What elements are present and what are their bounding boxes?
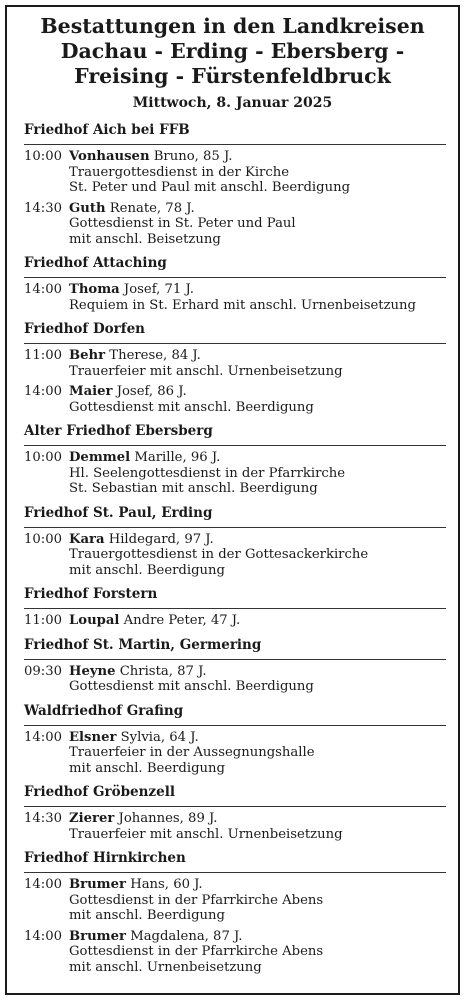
cemetery-section — [24, 505, 446, 579]
burial-entry — [24, 877, 446, 924]
title-line: Dachau - Erding - Ebersberg - — [60, 39, 405, 63]
entry-first-line — [24, 929, 446, 945]
entry-surname: Maier — [69, 384, 113, 399]
entry-detail: mit anschl. Beerdigung — [69, 760, 225, 776]
entry-detail: St. Peter und Paul mit anschl. Beerdigung — [69, 180, 351, 195]
burial-entry — [24, 730, 446, 777]
entry-surname: Loupal — [69, 613, 120, 628]
entry-time: 09:30 — [24, 663, 63, 679]
entry-surname: Thoma — [69, 282, 120, 297]
entry-detail: Hl. Seelengottesdienst in der Pfarrkirche — [69, 465, 346, 481]
entry-first-line — [24, 613, 446, 629]
entry-first-line — [24, 532, 446, 548]
entry-time: 11:00 — [24, 613, 63, 628]
cemetery-name: Friedhof Dorfen — [24, 321, 446, 344]
entry-time: 14:00 — [24, 729, 63, 745]
cemetery-name: Friedhof Hirnkirchen — [24, 850, 446, 873]
entry-detail: St. Sebastian mit anschl. Beerdigung — [69, 481, 318, 496]
cemetery-section — [24, 784, 446, 842]
cemetery-name: Friedhof Gröbenzell — [24, 784, 446, 807]
burial-entry — [24, 282, 446, 313]
entry-name-age: Hans, 60 J. — [130, 877, 203, 892]
entry-detail: Requiem in St. Erhard mit anschl. Urnenbeisetzung — [69, 297, 416, 313]
entry-surname: Demmel — [69, 450, 131, 465]
cemetery-name: Friedhof Forstern — [24, 586, 446, 609]
entry-name-age: Therese, 84 J. — [109, 348, 201, 363]
cemetery-name: Waldfriedhof Grafing — [24, 703, 446, 726]
entry-first-line — [24, 384, 446, 400]
entry-surname: Behr — [69, 348, 106, 363]
cemetery-name: Friedhof St. Martin, Germering — [24, 637, 446, 660]
entry-name-age: Magdalena, 87 J. — [130, 928, 243, 944]
cemetery-section — [24, 703, 446, 777]
entry-first-line — [24, 811, 446, 827]
entry-time: 10:00 — [24, 531, 63, 547]
burial-entry — [24, 811, 446, 842]
page-title — [7, 14, 458, 89]
cemetery-section — [24, 850, 446, 975]
entry-name-age: Renate, 78 J. — [109, 200, 195, 216]
entry-surname: Guth — [69, 200, 106, 216]
cemetery-section — [24, 122, 446, 247]
burial-entry — [24, 613, 446, 629]
entry-surname: Kara — [69, 531, 105, 547]
entry-surname: Brumer — [69, 928, 126, 944]
entry-surname: Brumer — [69, 877, 126, 892]
entry-time: 14:00 — [24, 928, 63, 944]
entry-detail: Trauerfeier mit anschl. Urnenbeisetzung — [69, 363, 343, 379]
entry-detail: mit anschl. Beisetzung — [69, 231, 221, 247]
entry-time: 14:00 — [24, 877, 63, 892]
entry-first-line — [24, 450, 446, 466]
burial-entry — [24, 149, 446, 196]
entry-time: 11:00 — [24, 348, 63, 363]
entry-time: 14:30 — [24, 200, 63, 216]
entry-name-age: Sylvia, 64 J. — [120, 729, 199, 745]
entry-name-age: Hildegard, 97 J. — [108, 531, 214, 547]
entry-first-line — [24, 149, 446, 165]
entry-detail: mit anschl. Urnenbeisetzung — [69, 959, 262, 975]
burial-entry — [24, 450, 446, 497]
entry-time: 10:00 — [24, 149, 63, 164]
burial-entry — [24, 664, 446, 695]
entry-detail: mit anschl. Beerdigung — [69, 562, 225, 578]
entry-name-age: Josef, 71 J. — [123, 282, 194, 297]
cemetery-section — [24, 637, 446, 695]
entry-first-line — [24, 348, 446, 364]
entry-detail: Gottesdienst in der Pfarrkirche Abens — [69, 892, 324, 908]
date-line: Mittwoch, 8. Januar 2025 — [132, 95, 333, 111]
entry-first-line — [24, 201, 446, 217]
cemetery-name: Friedhof St. Paul, Erding — [24, 505, 446, 528]
entry-time: 10:00 — [24, 450, 63, 465]
burial-entry — [24, 201, 446, 248]
entry-detail: Gottesdienst in St. Peter und Paul — [69, 216, 296, 231]
entry-detail: Trauerfeier in der Aussegnungshalle — [69, 745, 315, 760]
entry-name-age: Marille, 96 J. — [134, 450, 221, 465]
cemetery-list — [7, 122, 458, 975]
entry-surname: Elsner — [69, 729, 117, 745]
cemetery-section — [24, 423, 446, 497]
title-line: Freising - Fürstenfeldbruck — [74, 64, 391, 88]
cemetery-section — [24, 255, 446, 313]
entry-detail: Trauergottesdienst in der Gottesackerkirche — [69, 547, 369, 562]
entry-name-age: Johannes, 89 J. — [118, 811, 218, 826]
entry-name-age: Josef, 86 J. — [116, 384, 187, 399]
entry-surname: Vonhausen — [69, 149, 150, 164]
entry-first-line — [24, 282, 446, 298]
entry-time: 14:00 — [24, 384, 63, 399]
entry-detail: Trauergottesdienst in der Kirche — [69, 164, 290, 180]
burial-entry — [24, 929, 446, 976]
burial-entry — [24, 532, 446, 579]
entry-detail: Gottesdienst mit anschl. Beerdigung — [69, 679, 314, 694]
entry-time: 14:00 — [24, 282, 63, 297]
entry-detail: Gottesdienst mit anschl. Beerdigung — [69, 399, 314, 415]
entry-detail: Gottesdienst in der Pfarrkirche Abens — [69, 944, 324, 959]
entry-surname: Zierer — [69, 811, 115, 826]
entry-name-age: Andre Peter, 47 J. — [123, 613, 241, 628]
cemetery-name: Friedhof Aich bei FFB — [24, 122, 446, 145]
entry-surname: Heyne — [69, 663, 116, 679]
burial-entry — [24, 348, 446, 379]
cemetery-section — [24, 321, 446, 415]
entry-name-age: Bruno, 85 J. — [153, 149, 233, 164]
entry-detail: Trauerfeier mit anschl. Urnenbeisetzung — [69, 826, 343, 842]
entry-name-age: Christa, 87 J. — [119, 663, 207, 679]
entry-first-line — [24, 730, 446, 746]
cemetery-name: Alter Friedhof Ebersberg — [24, 423, 446, 446]
cemetery-section — [24, 586, 446, 629]
entry-detail: mit anschl. Beerdigung — [69, 908, 225, 923]
entry-first-line — [24, 877, 446, 893]
burial-entry — [24, 384, 446, 415]
notice-frame — [5, 5, 460, 995]
cemetery-name: Friedhof Attaching — [24, 255, 446, 278]
title-line: Bestattungen in den Landkreisen — [40, 14, 425, 38]
entry-first-line — [24, 664, 446, 680]
entry-time: 14:30 — [24, 811, 63, 826]
